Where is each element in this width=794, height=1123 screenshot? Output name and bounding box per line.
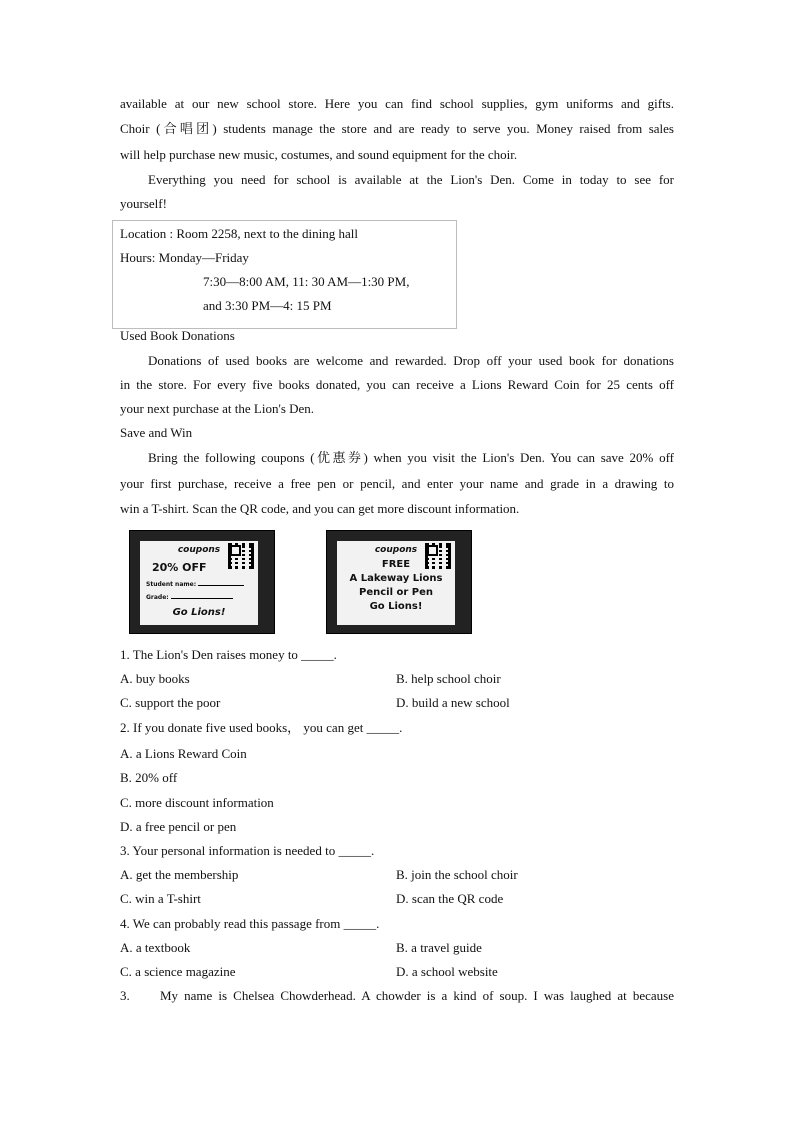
section-heading: Used Book Donations	[120, 328, 235, 343]
option: C. more discount information	[120, 795, 274, 810]
coupon-20-off	[129, 530, 275, 634]
coupon-line: A Lakeway Lions	[349, 573, 443, 584]
passage-line: Donations of used books are welcome and rewarded. Drop off your used book for donations	[148, 353, 674, 368]
coupon-offer: 20% OFF	[152, 561, 207, 574]
info-hours-label: Hours: Monday—Friday	[120, 250, 249, 265]
passage-line: Choir (合唱团) students manage the store and are ready to serve you. Money raised from sales	[120, 121, 674, 136]
question-1: 1. The Lion's Den raises money to _____.	[120, 647, 337, 662]
option: D. a school website	[396, 964, 498, 979]
coupon-free-pen	[326, 530, 472, 634]
question-3: 3. Your personal information is needed to _____.	[120, 843, 375, 858]
qr-code-icon	[228, 543, 254, 569]
coupon-student-label: Student name:	[146, 581, 197, 588]
next-passage-text: My name is Chelsea Chowderhead. A chowder is a kind of soup. I was laughed at because	[160, 988, 674, 1003]
passage-line: your first purchase, receive a free pen or pencil, and enter your name and grade in a drawing to	[120, 476, 674, 491]
coupon-footer: Go Lions!	[172, 607, 226, 618]
option: C. win a T-shirt	[120, 891, 201, 906]
option: D. scan the QR code	[396, 891, 504, 906]
option: C. a science magazine	[120, 964, 236, 979]
coupon-student-field	[146, 581, 244, 588]
coupon-grade-label: Grade:	[146, 594, 169, 601]
question-2: 2. If you donate five used books， you can get _____.	[120, 720, 403, 735]
info-hours-2: and 3:30 PM—4: 15 PM	[203, 298, 332, 313]
info-hours-1: 7:30—8:00 AM, 11: 30 AM—1:30 PM,	[203, 274, 410, 289]
coupon-footer: Go Lions!	[369, 601, 423, 612]
info-location: Location : Room 2258, next to the dining hall	[120, 226, 358, 241]
option: B. help school choir	[396, 671, 501, 686]
option: D. a free pencil or pen	[120, 819, 237, 834]
coupon-free: FREE	[381, 559, 411, 570]
option: A. buy books	[120, 671, 190, 686]
passage-line: available at our new school store. Here you can find school supplies, gym uniforms and gifts.	[120, 96, 674, 111]
passage-line: win a T-shirt. Scan the QR code, and you can get more discount information.	[120, 501, 520, 516]
option: A. a textbook	[120, 940, 191, 955]
passage-line: in the store. For every five books donated, you can receive a Lions Reward Coin for 25 cents off	[120, 377, 674, 392]
option: B. 20% off	[120, 770, 178, 785]
option: A. get the membership	[120, 867, 239, 882]
next-passage-number: 3.	[120, 988, 130, 1003]
option: B. join the school choir	[396, 867, 518, 882]
question-4: 4. We can probably read this passage from _____.	[120, 916, 380, 931]
passage-line: will help purchase new music, costumes, and sound equipment for the choir.	[120, 147, 518, 162]
option: B. a travel guide	[396, 940, 482, 955]
section-heading: Save and Win	[120, 425, 193, 440]
option: C. support the poor	[120, 695, 221, 710]
passage-line: Everything you need for school is available at the Lion's Den. Come in today to see for	[148, 172, 674, 187]
passage-line: yourself!	[120, 196, 167, 211]
passage-line: your next purchase at the Lion's Den.	[120, 401, 315, 416]
coupon-title: coupons	[177, 545, 221, 555]
coupon-title: coupons	[374, 545, 418, 555]
coupon-line: Pencil or Pen	[358, 587, 433, 598]
option: D. build a new school	[396, 695, 510, 710]
coupon-grade-field	[146, 594, 233, 601]
passage-line: Bring the following coupons (优惠券) when you visit the Lion's Den. You can save 20% off	[148, 450, 674, 465]
option: A. a Lions Reward Coin	[120, 746, 247, 761]
